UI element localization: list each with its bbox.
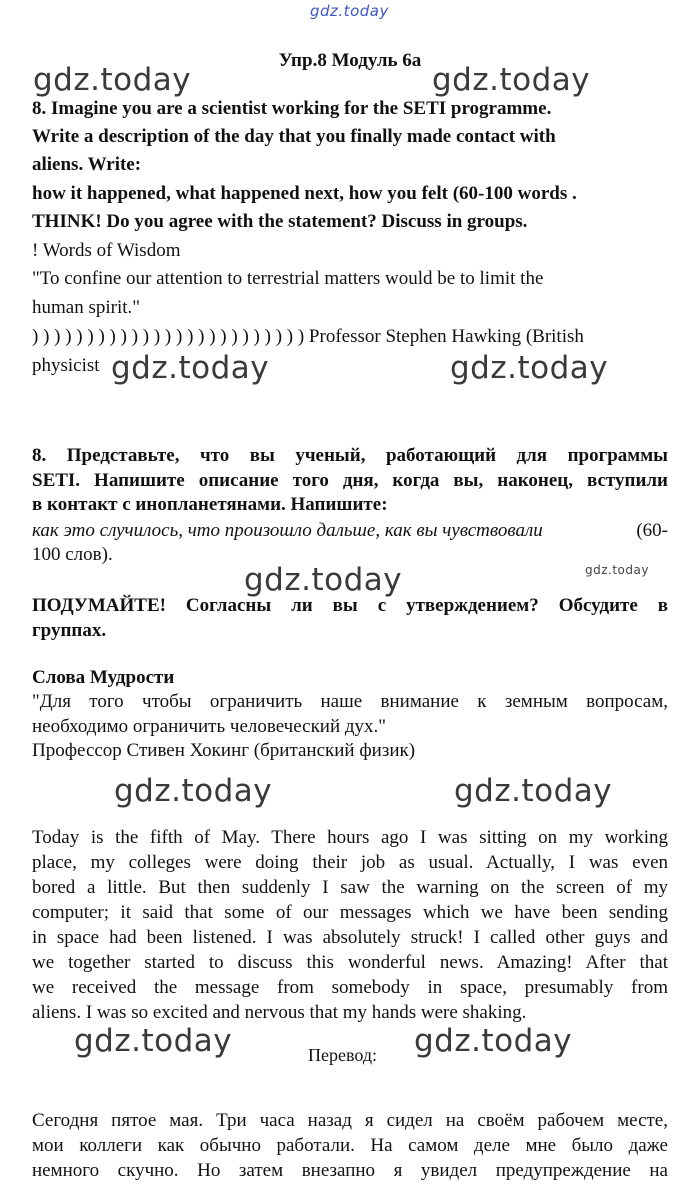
- quote-author-en: ) ) ) ) ) ) ) ) ) ) ) ) ) ) ) ) ) ) ) ) ) ) ) ) ) Professor Stephen Hawking (British: [32, 326, 584, 347]
- answer-en-line: aliens. I was so excited and nervous that my hands were shaking.: [32, 1002, 527, 1023]
- answer-ru-line: Сегодня пятое мая. Три часа назад я сидел на своём рабочем месте,: [32, 1110, 668, 1131]
- task-ru-word-count-end: 100 слов).: [32, 544, 113, 565]
- watermark: gdz.today: [114, 773, 273, 809]
- wisdom-heading-ru: Слова Мудрости: [32, 667, 175, 688]
- task-ru-word-count: (60-: [636, 520, 668, 541]
- task-en-line: Write a description of the day that you finally made contact with: [32, 126, 556, 147]
- watermark: gdz.today: [454, 773, 613, 809]
- watermark-top: gdz.today: [310, 2, 389, 20]
- answer-en-line: in space had been listened. I was absolutely struck! I called other guys and: [32, 927, 668, 948]
- task-ru-line: SETI. Напишите описание того дня, когда вы, наконец, вступили: [32, 469, 668, 491]
- answer-en-line: computer; it said that some of our messages which we have been sending: [32, 902, 668, 923]
- think-ru: [32, 594, 668, 643]
- watermark-small: gdz.today: [585, 563, 649, 577]
- answer-en-line: place, my colleges were doing their job as usual. Actually, I was even: [32, 852, 668, 873]
- answer-en-line: bored a little. But then suddenly I saw the warning on the screen of my: [32, 877, 668, 898]
- task-ru-instructions: [32, 519, 668, 543]
- answer-ru-line: мои коллеги как обычно работали. На самом деле мне было даже: [32, 1135, 668, 1156]
- quote-author-ru: Профессор Стивен Хокинг (британский физик): [32, 740, 416, 761]
- think-ru-line: группах.: [32, 619, 107, 641]
- page-title: Упр.8 Модуль 6а: [278, 50, 422, 71]
- task-ru-italic: как это случилось, что произошло дальше, как вы чувствовали: [32, 520, 543, 541]
- think-ru-line: ПОДУМАЙТЕ! Согласны ли вы с утверждением? Обсудите в: [32, 595, 668, 616]
- watermark: gdz.today: [33, 62, 192, 98]
- watermark: gdz.today: [244, 562, 403, 598]
- quote-ru-line: "Для того чтобы ограничить наше внимание к земным вопросам,: [32, 691, 668, 712]
- answer-en-line: Today is the fifth of May. There hours ago I was sitting on my working: [32, 827, 668, 848]
- task-en-line: 8. Imagine you are a scientist working for the SETI programme.: [32, 98, 552, 119]
- watermark: gdz.today: [450, 350, 609, 386]
- answer-en-line: we received the message from somebody in space, presumably from: [32, 977, 668, 998]
- task-en-line: aliens. Write:: [32, 154, 142, 175]
- watermark: gdz.today: [432, 62, 591, 98]
- task-ru: [32, 444, 668, 518]
- task-en-line: THINK! Do you agree with the statement? Discuss in groups.: [32, 211, 528, 232]
- quote-author-en: physicist: [32, 355, 100, 376]
- translation-label: Перевод:: [308, 1045, 377, 1065]
- quote-ru: [32, 690, 668, 764]
- wisdom-heading-en: ! Words of Wisdom: [32, 240, 181, 261]
- watermark: gdz.today: [414, 1023, 573, 1059]
- answer-ru: [32, 1108, 668, 1183]
- quote-en: human spirit.": [32, 297, 141, 318]
- quote-ru-line: необходимо ограничить человеческий дух.": [32, 715, 387, 737]
- answer-en-line: we together started to discuss this wonderful news. Amazing! After that: [32, 952, 668, 973]
- watermark: gdz.today: [74, 1023, 233, 1059]
- task-en-line: how it happened, what happened next, how you felt (60-100 words .: [32, 183, 577, 204]
- task-ru-line: в контакт с инопланетянами. Напишите:: [32, 494, 388, 515]
- quote-en: "To confine our attention to terrestrial matters would be to limit the: [32, 268, 544, 289]
- watermark: gdz.today: [111, 350, 270, 386]
- answer-ru-line: немного скучно. Но затем внезапно я увидел предупреждение на: [32, 1160, 668, 1181]
- task-ru-line: 8. Представьте, что вы ученый, работающий для программы: [32, 445, 668, 466]
- answer-en: [32, 825, 668, 1025]
